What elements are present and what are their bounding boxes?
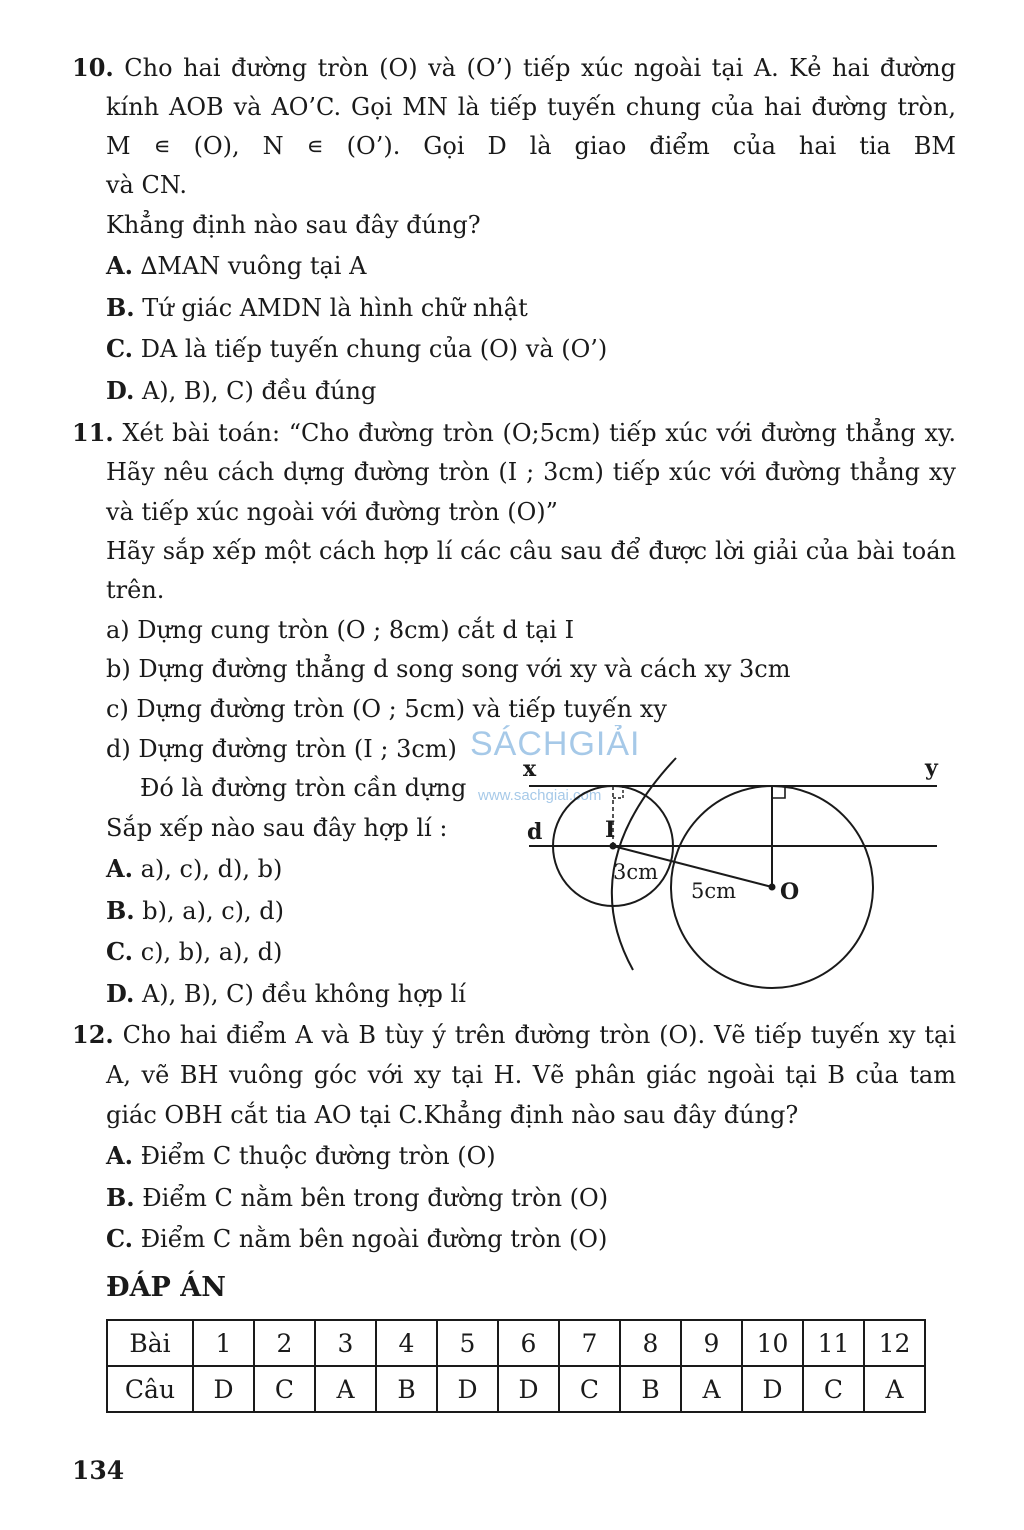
answers-heading: ĐÁP ÁN bbox=[106, 1272, 226, 1303]
page-number: 134 bbox=[72, 1456, 125, 1485]
point-i bbox=[610, 843, 617, 850]
q11-text-1: Xét bài toán: “Cho đường tròn (O;5cm) tiếp xúc với đường thẳng xy. bbox=[122, 419, 956, 447]
answers-cell: A bbox=[315, 1366, 376, 1412]
answers-cell: 3 bbox=[315, 1320, 376, 1366]
answers-cell: 11 bbox=[803, 1320, 864, 1366]
answers-row-label: Bài bbox=[107, 1320, 193, 1366]
answers-cell: D bbox=[193, 1366, 254, 1412]
answers-cell: D bbox=[498, 1366, 559, 1412]
q12-number: 12. bbox=[72, 1020, 114, 1049]
q10-text-1: Cho hai đường tròn (O) và (O’) tiếp xúc ngoài tại A. Kẻ hai đường bbox=[124, 54, 956, 82]
q11-step-note: Đó là đường tròn cần dựng bbox=[140, 774, 467, 802]
label-o: O bbox=[780, 879, 800, 905]
answers-cell: 6 bbox=[498, 1320, 559, 1366]
q10-option-a: A. ∆MAN vuông tại A bbox=[106, 251, 367, 280]
answers-row-label: Câu bbox=[107, 1366, 193, 1412]
q11-line-5: trên. bbox=[106, 576, 165, 604]
label-y: y bbox=[925, 755, 938, 781]
label-i: I bbox=[605, 817, 616, 843]
answers-cell: C bbox=[559, 1366, 620, 1412]
watermark-text: SÁCHGIẢI bbox=[470, 725, 641, 763]
q10-number: 10. bbox=[72, 53, 114, 82]
q11-line-4: Hãy sắp xếp một cách hợp lí các câu sau để được lời giải của bài toán bbox=[106, 537, 956, 565]
answers-cell: C bbox=[254, 1366, 315, 1412]
answers-table bbox=[106, 1319, 926, 1413]
q11-line-2: Hãy nêu cách dựng đường tròn (I ; 3cm) tiếp xúc với đường thẳng xy bbox=[106, 458, 956, 486]
answers-cell: 8 bbox=[620, 1320, 681, 1366]
answers-cell: 7 bbox=[559, 1320, 620, 1366]
q11-step-a: a) Dựng cung tròn (O ; 8cm) cắt d tại I bbox=[106, 616, 575, 644]
right-angle-mark-i bbox=[613, 786, 623, 798]
q11-option-b: B. b), a), c), d) bbox=[106, 896, 284, 925]
right-angle-mark-o bbox=[772, 786, 785, 798]
label-x: x bbox=[523, 756, 537, 782]
q11-question: Sắp xếp nào sau đây hợp lí : bbox=[106, 814, 448, 842]
answers-cell: D bbox=[437, 1366, 498, 1412]
q11-step-c: c) Dựng đường tròn (O ; 5cm) và tiếp tuyến xy bbox=[106, 695, 667, 723]
label-d: d bbox=[527, 819, 543, 845]
q11-step-d: d) Dựng đường tròn (I ; 3cm) bbox=[106, 735, 457, 763]
q12-option-c: C. Điểm C nằm bên ngoài đường tròn (O) bbox=[106, 1224, 608, 1253]
q12-option-a: A. Điểm C thuộc đường tròn (O) bbox=[106, 1141, 496, 1170]
q12-text-1: Cho hai điểm A và B tùy ý trên đường tròn (O). Vẽ tiếp tuyến xy tại bbox=[122, 1021, 956, 1049]
answers-cell: A bbox=[681, 1366, 742, 1412]
label-3cm: 3cm bbox=[613, 860, 659, 884]
q10-line-1 bbox=[72, 52, 956, 84]
answers-cell: 1 bbox=[193, 1320, 254, 1366]
q11-step-b: b) Dựng đường thẳng d song song với xy và cách xy 3cm bbox=[106, 655, 791, 683]
q12-line-2: A, vẽ BH vuông góc với xy tại H. Vẽ phân giác ngoài tại B của tam bbox=[106, 1061, 956, 1089]
answers-cell: 4 bbox=[376, 1320, 437, 1366]
q12-option-b: B. Điểm C nằm bên trong đường tròn (O) bbox=[106, 1183, 609, 1212]
q10-line-2: kính AOB và AO’C. Gọi MN là tiếp tuyến chung của hai đường tròn, bbox=[106, 93, 956, 121]
answers-row-cau bbox=[107, 1366, 925, 1412]
construction-figure bbox=[515, 755, 945, 995]
q10-line-3: M ∊ (O), N ∊ (O’). Gọi D là giao điểm của hai tia BM bbox=[106, 132, 956, 160]
q11-number: 11. bbox=[72, 418, 114, 447]
answers-cell: D bbox=[742, 1366, 803, 1412]
q10-option-c: C. DA là tiếp tuyến chung của (O) và (O’) bbox=[106, 334, 608, 363]
answers-cell: A bbox=[864, 1366, 925, 1412]
q11-line-3: và tiếp xúc ngoài với đường tròn (O)” bbox=[106, 498, 558, 526]
label-5cm: 5cm bbox=[691, 879, 737, 903]
answers-cell: 9 bbox=[681, 1320, 742, 1366]
q11-option-c: C. c), b), a), d) bbox=[106, 937, 283, 966]
answers-cell: 10 bbox=[742, 1320, 803, 1366]
q11-option-d: D. A), B), C) đều không hợp lí bbox=[106, 979, 466, 1008]
q10-option-d: D. A), B), C) đều đúng bbox=[106, 376, 377, 405]
answers-cell: 5 bbox=[437, 1320, 498, 1366]
q10-option-b: B. Tứ giác AMDN là hình chữ nhật bbox=[106, 293, 528, 322]
point-o bbox=[769, 884, 776, 891]
q11-option-a: A. a), c), d), b) bbox=[106, 854, 283, 883]
answers-cell: 12 bbox=[864, 1320, 925, 1366]
q12-line-1 bbox=[72, 1019, 956, 1051]
answers-cell: B bbox=[376, 1366, 437, 1412]
q10-line-4: và CN. bbox=[106, 171, 187, 199]
watermark-url: www.sachgiai.com bbox=[478, 787, 602, 804]
q12-line-3: giác OBH cắt tia AO tại C.Khẳng định nào sau đây đúng? bbox=[106, 1101, 799, 1129]
answers-row-bai bbox=[107, 1320, 925, 1366]
q10-question: Khẳng định nào sau đây đúng? bbox=[106, 211, 481, 239]
answers-cell: B bbox=[620, 1366, 681, 1412]
answers-cell: 2 bbox=[254, 1320, 315, 1366]
q11-line-1 bbox=[72, 417, 956, 449]
answers-cell: C bbox=[803, 1366, 864, 1412]
